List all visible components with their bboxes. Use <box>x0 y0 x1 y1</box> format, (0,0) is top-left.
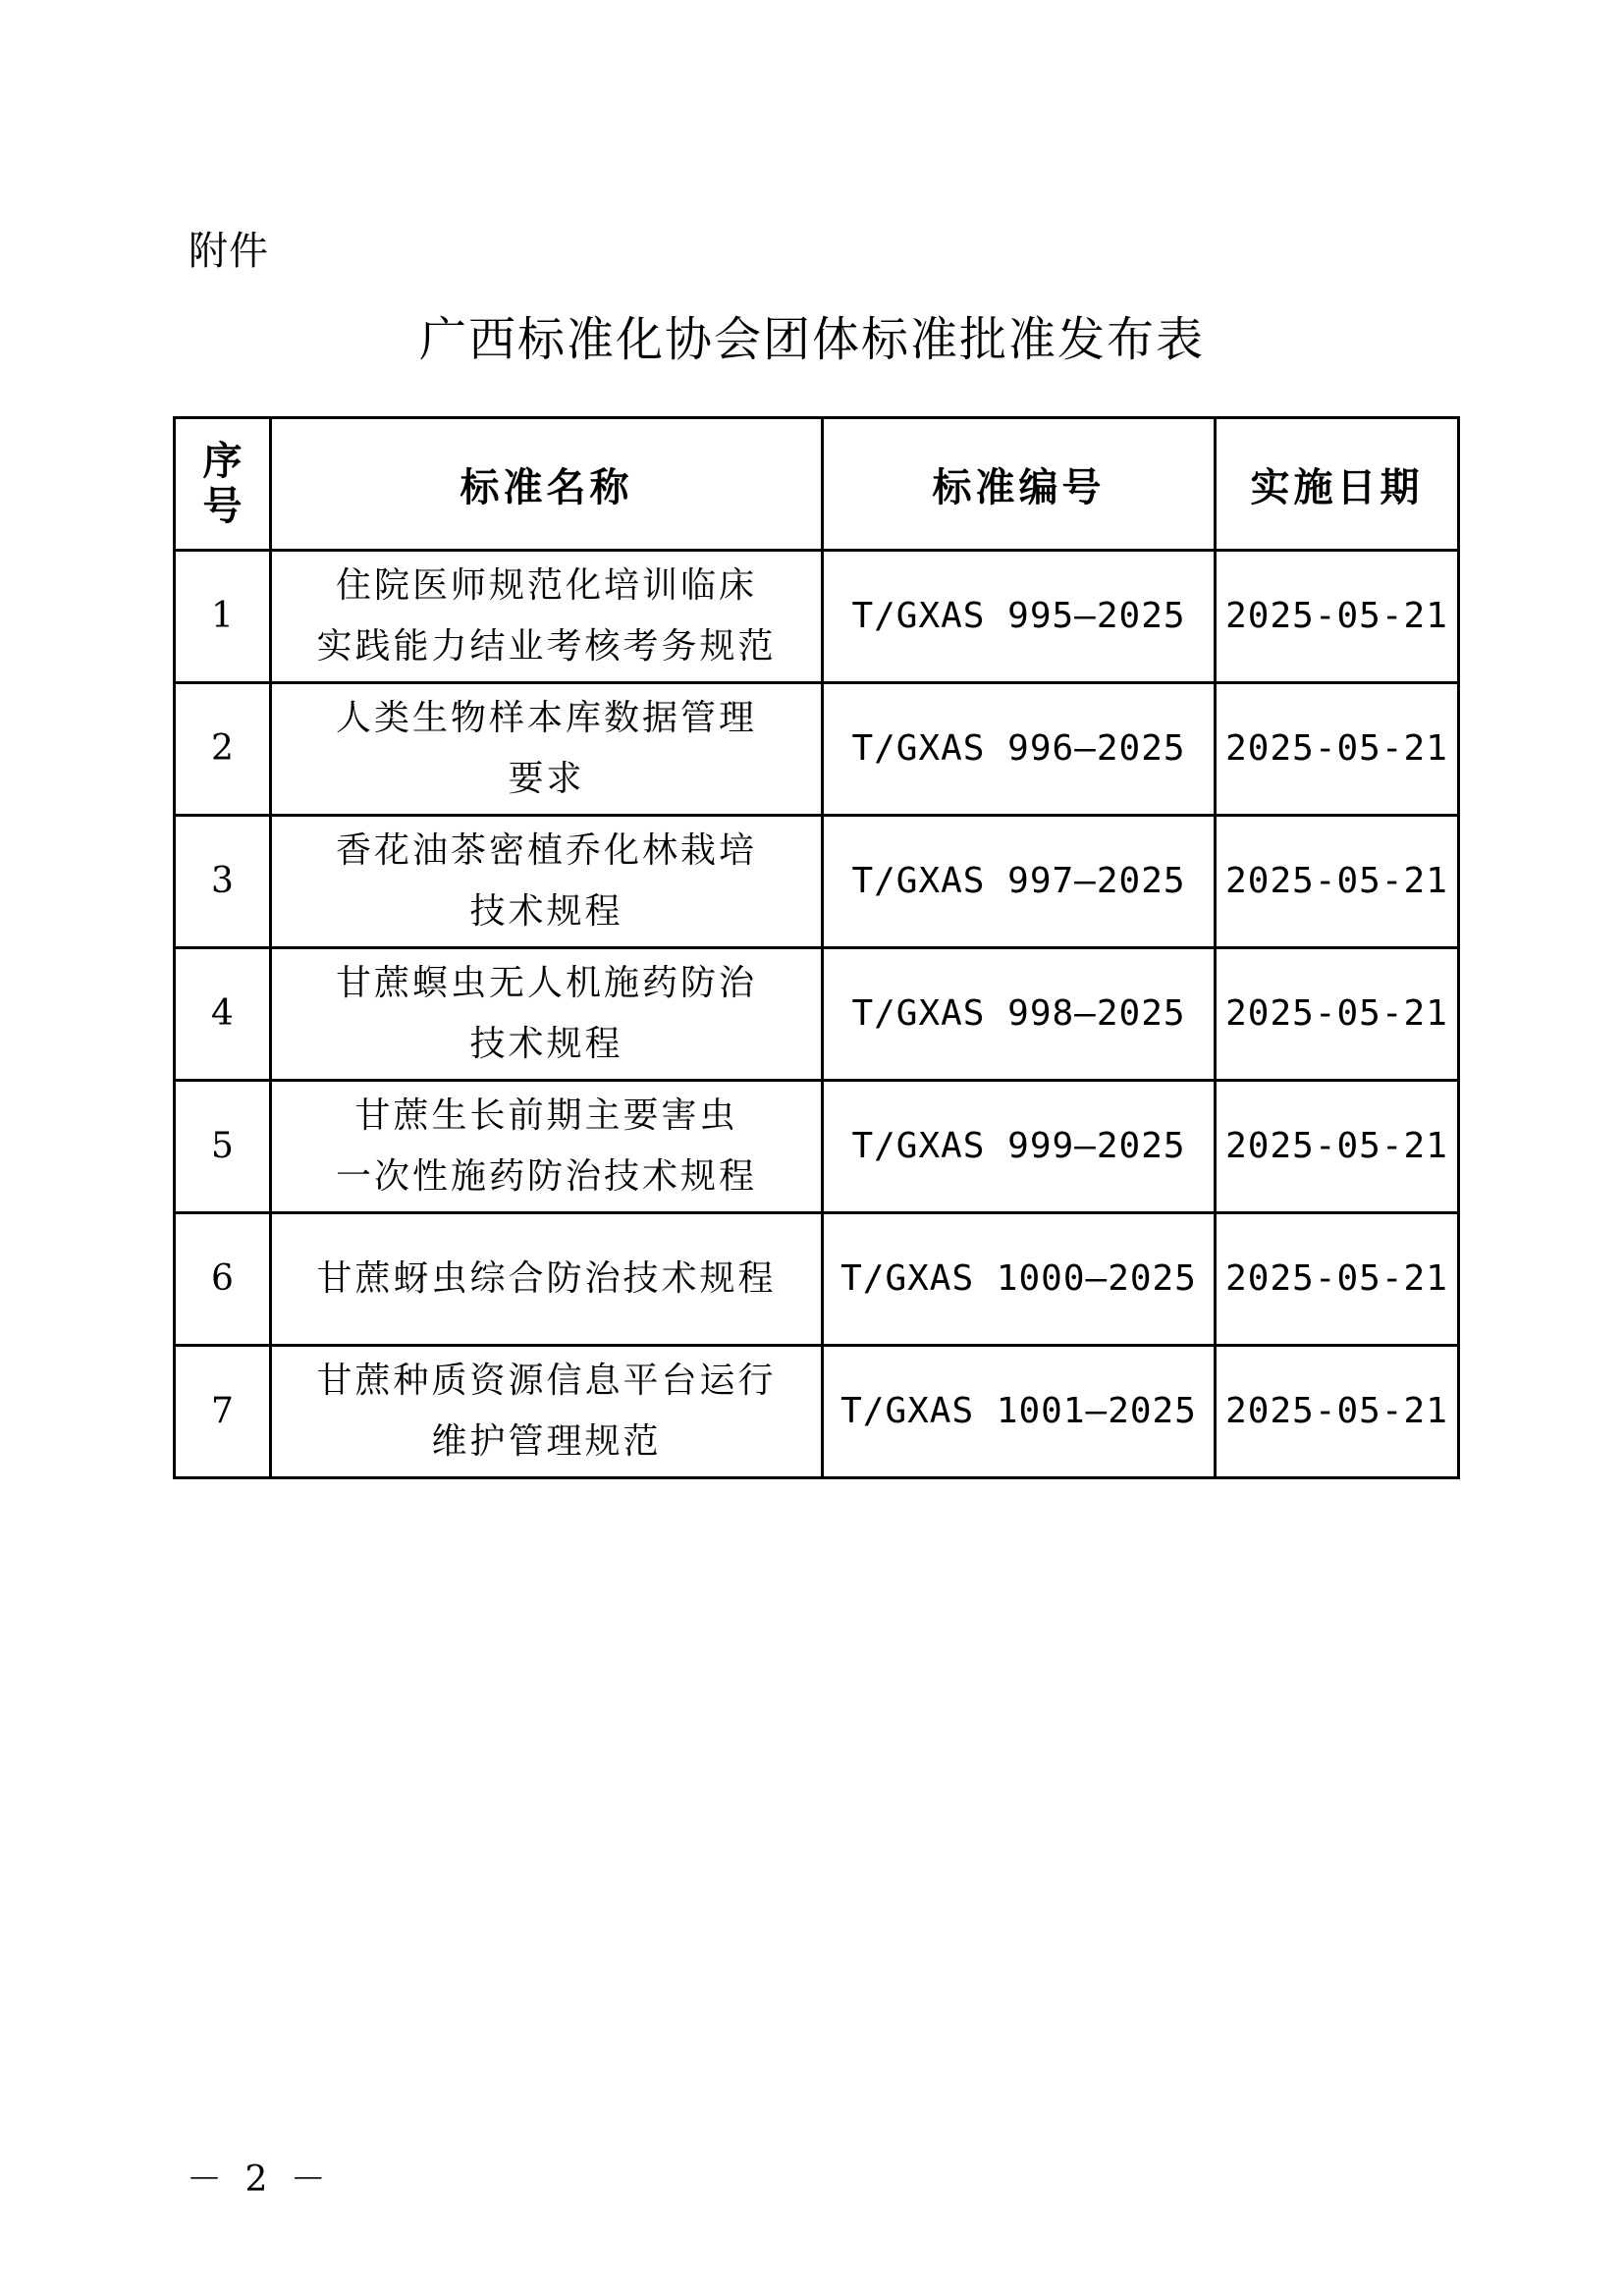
cell-name-line: 住院医师规范化培训临床 <box>335 565 757 606</box>
table-header-row <box>175 418 1459 551</box>
cell-name <box>271 551 823 683</box>
cell-name <box>271 1213 823 1346</box>
cell-name-line: 实践能力结业考核考务规范 <box>316 626 777 667</box>
cell-date: 2025-05-21 <box>1216 551 1459 683</box>
cell-name-line: 要求 <box>508 759 585 799</box>
cell-name <box>271 816 823 948</box>
cell-name-line: 维护管理规范 <box>431 1421 662 1462</box>
cell-name-line: 甘蔗种质资源信息平台运行 <box>316 1361 777 1401</box>
table-row <box>175 816 1459 948</box>
cell-code: T/GXAS 999—2025 <box>823 1081 1216 1213</box>
header-seq-line2: 号 <box>202 484 243 529</box>
table-row <box>175 948 1459 1081</box>
page-number: － 2 － <box>187 2160 332 2200</box>
cell-code: T/GXAS 995—2025 <box>823 551 1216 683</box>
cell-name-line: 技术规程 <box>469 891 623 932</box>
cell-code: T/GXAS 996—2025 <box>823 683 1216 816</box>
cell-seq: 1 <box>175 551 271 683</box>
header-seq <box>175 418 271 551</box>
cell-name-line: 一次性施药防治技术规程 <box>335 1156 757 1197</box>
cell-name-line: 人类生物样本库数据管理 <box>335 698 757 738</box>
cell-name-line: 甘蔗螟虫无人机施药防治 <box>335 963 757 1003</box>
page-title: 广西标准化协会团体标准批准发布表 <box>418 312 1205 367</box>
table-row <box>175 683 1459 816</box>
cell-seq: 6 <box>175 1213 271 1346</box>
table-row <box>175 1213 1459 1346</box>
cell-name-line: 甘蔗蚜虫综合防治技术规程 <box>316 1258 777 1299</box>
attachment-label: 附件 <box>189 229 269 274</box>
header-date: 实施日期 <box>1216 418 1459 551</box>
cell-seq: 7 <box>175 1346 271 1478</box>
cell-code: T/GXAS 1000—2025 <box>823 1213 1216 1346</box>
table-row <box>175 1081 1459 1213</box>
header-code: 标准编号 <box>823 418 1216 551</box>
cell-code: T/GXAS 1001—2025 <box>823 1346 1216 1478</box>
header-seq-line1: 序 <box>202 439 243 484</box>
cell-name <box>271 1081 823 1213</box>
cell-date: 2025-05-21 <box>1216 683 1459 816</box>
cell-name-line: 技术规程 <box>469 1024 623 1064</box>
cell-name <box>271 683 823 816</box>
header-name: 标准名称 <box>271 418 823 551</box>
cell-code: T/GXAS 997—2025 <box>823 816 1216 948</box>
cell-date: 2025-05-21 <box>1216 1081 1459 1213</box>
cell-seq: 5 <box>175 1081 271 1213</box>
cell-seq: 4 <box>175 948 271 1081</box>
cell-code: T/GXAS 998—2025 <box>823 948 1216 1081</box>
cell-date: 2025-05-21 <box>1216 1213 1459 1346</box>
standards-table <box>173 416 1460 1479</box>
cell-date: 2025-05-21 <box>1216 816 1459 948</box>
cell-name-line: 香花油茶密植乔化林栽培 <box>335 830 757 871</box>
cell-date: 2025-05-21 <box>1216 1346 1459 1478</box>
cell-seq: 3 <box>175 816 271 948</box>
cell-name-line: 甘蔗生长前期主要害虫 <box>354 1095 738 1136</box>
cell-name <box>271 948 823 1081</box>
cell-seq: 2 <box>175 683 271 816</box>
cell-date: 2025-05-21 <box>1216 948 1459 1081</box>
table-row <box>175 551 1459 683</box>
table-row <box>175 1346 1459 1478</box>
cell-name <box>271 1346 823 1478</box>
